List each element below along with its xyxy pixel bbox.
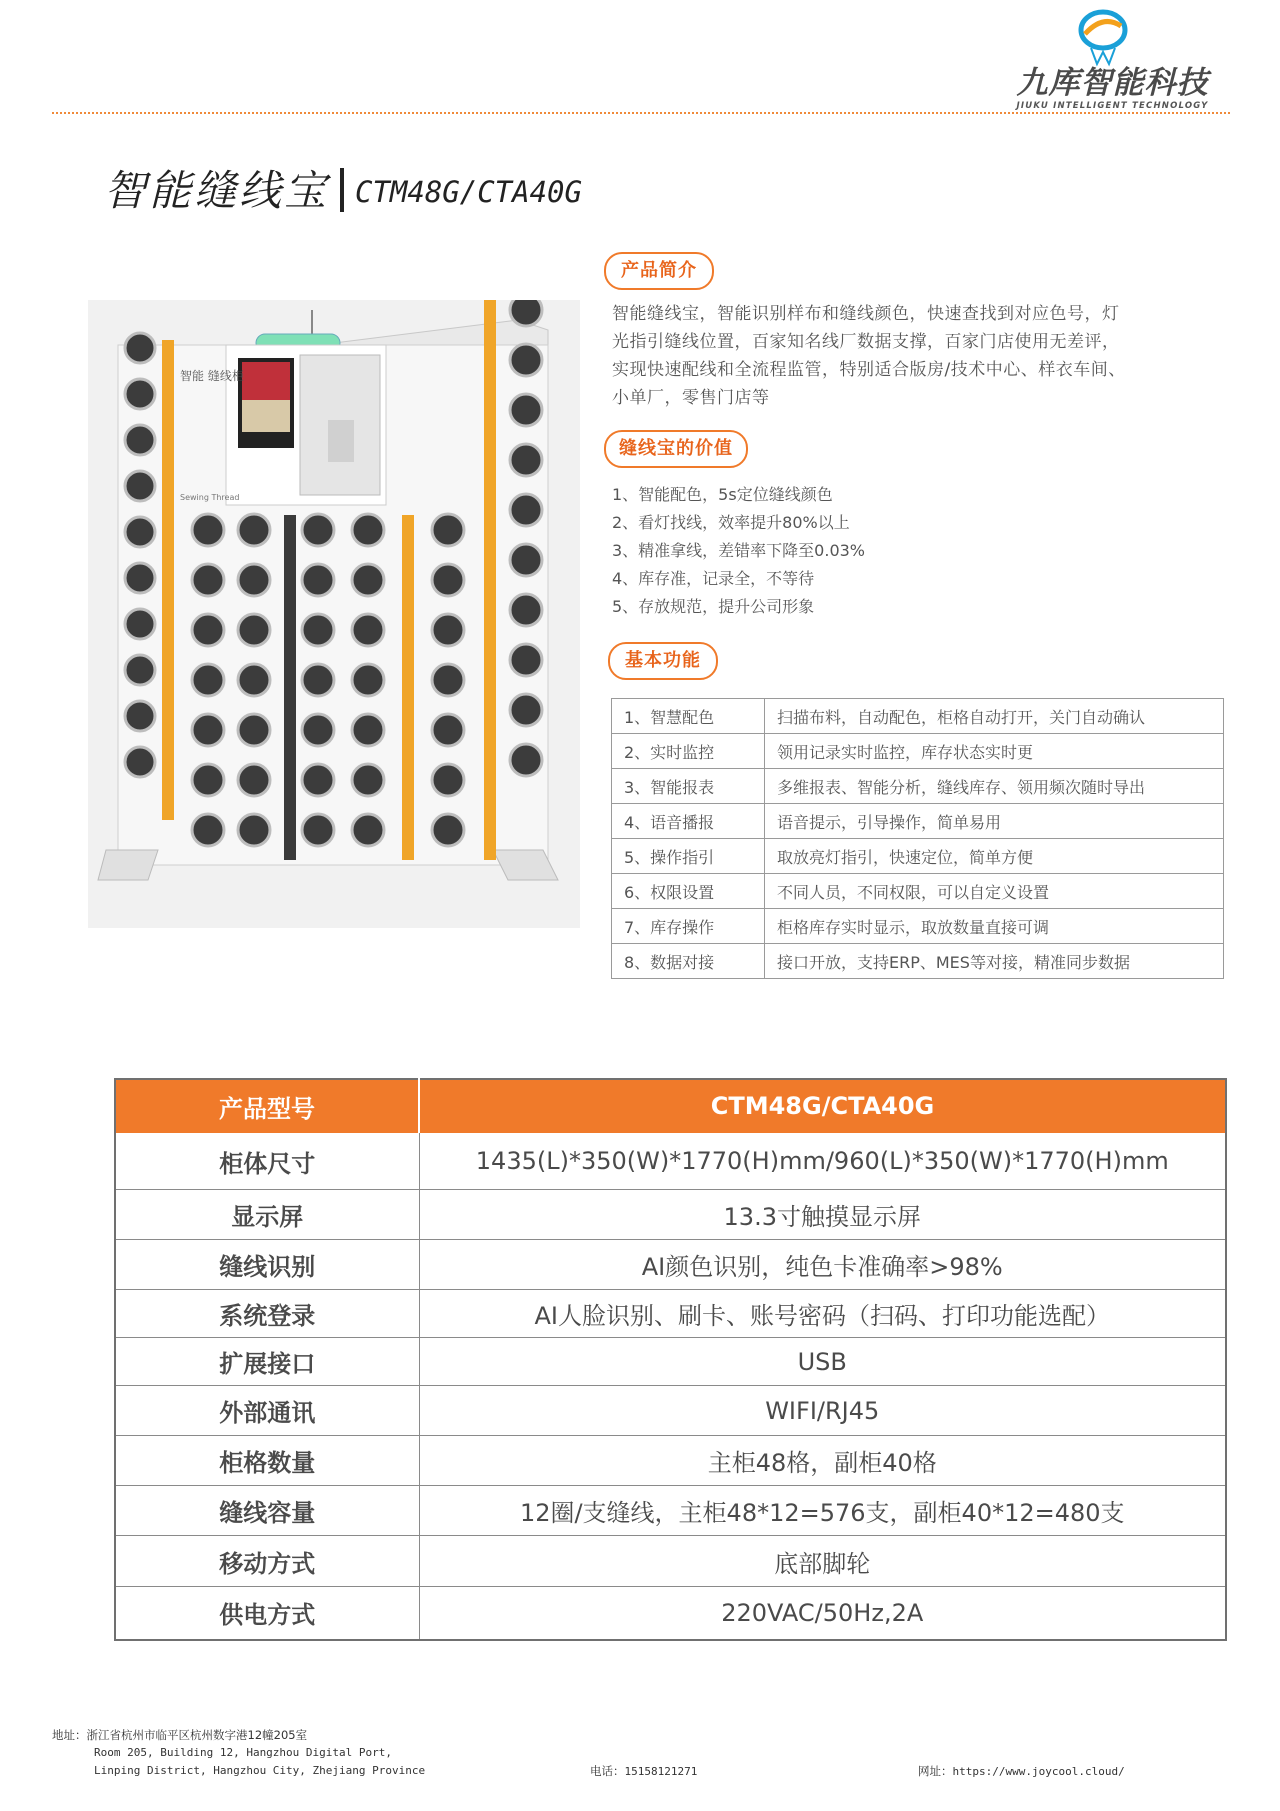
spec-key: 缝线识别	[115, 1240, 419, 1290]
spec-key: 外部通讯	[115, 1386, 419, 1436]
values-item: 5、存放规范，提升公司形象	[612, 597, 815, 616]
locker-slot	[432, 564, 464, 596]
phone-number: 15158121271	[624, 1765, 698, 1778]
spec-header-value: CTM48G/CTA40G	[419, 1079, 1226, 1133]
locker-slot	[352, 664, 384, 696]
locker-slot	[125, 701, 155, 731]
function-name: 8、数据对接	[612, 944, 765, 979]
locker-slot	[510, 394, 542, 426]
locker-slot	[432, 664, 464, 696]
function-desc: 不同人员，不同权限，可以自定义设置	[765, 874, 1224, 909]
function-desc: 扫描布料，自动配色，柜格自动打开，关门自动确认	[765, 699, 1224, 734]
product-image	[88, 300, 580, 928]
table-row	[115, 1536, 1226, 1587]
locker-slot	[125, 609, 155, 639]
locker-slot	[302, 614, 334, 646]
function-desc: 接口开放，支持ERP、MES等对接，精准同步数据	[765, 944, 1224, 979]
locker-slot	[125, 517, 155, 547]
locker-slot	[125, 425, 155, 455]
spec-value: 1435(L)*350(W)*1770(H)mm/960(L)*350(W)*1770(H)mm	[419, 1133, 1226, 1190]
locker-slot	[125, 563, 155, 593]
locker-slot	[238, 564, 270, 596]
table-row	[612, 734, 1224, 769]
functions-table	[611, 698, 1224, 979]
web-url[interactable]: https://www.joycool.cloud/	[952, 1765, 1125, 1778]
locker-slot	[302, 514, 334, 546]
locker-slot	[192, 814, 224, 846]
spec-key: 缝线容量	[115, 1486, 419, 1536]
locker-slot	[302, 564, 334, 596]
intro-text: 智能缝线宝，智能识别样布和缝线颜色，快速查找到对应色号，灯光指引缝线位置，百家知名线厂数据支撑，百家门店使用无差评，实现快速配线和全流程监管，特别适合版房/技术中心、样衣车间、小单厂，零售门店等	[612, 304, 1126, 408]
values-label: 缝线宝的价值	[604, 430, 748, 468]
spec-header-key: 产品型号	[115, 1079, 419, 1133]
locker-slot	[302, 664, 334, 696]
table-row	[612, 874, 1224, 909]
locker-slot	[510, 494, 542, 526]
locker-slot	[192, 764, 224, 796]
function-desc: 柜格库存实时显示，取放数量直接可调	[765, 909, 1224, 944]
locker-slot	[510, 694, 542, 726]
locker-slot	[192, 514, 224, 546]
locker-slot	[125, 379, 155, 409]
function-name: 4、语音播报	[612, 804, 765, 839]
footer-phone	[590, 1762, 697, 1781]
company-logo	[1005, 8, 1220, 111]
table-row	[612, 699, 1224, 734]
locker-slot	[302, 714, 334, 746]
address-en-line2: Linping District, Hangzhou City, Zhejiang Province	[94, 1764, 426, 1777]
footer-address	[52, 1726, 307, 1744]
address-en-line1: Room 205, Building 12, Hangzhou Digital Port,	[94, 1746, 393, 1759]
function-desc: 语音提示，引导操作，简单易用	[765, 804, 1224, 839]
locker-slot	[510, 444, 542, 476]
header-divider	[52, 112, 1230, 114]
locker-slot	[125, 333, 155, 363]
spec-table	[114, 1078, 1227, 1641]
cabinet-illustration	[88, 300, 580, 928]
locker-slot	[238, 614, 270, 646]
spec-value: 12圈/支缝线，主柜48*12=576支，副柜40*12=480支	[419, 1486, 1226, 1536]
address-cn: 浙江省杭州市临平区杭州数字港12幢205室	[86, 1728, 308, 1742]
indicator-strip	[484, 300, 496, 860]
indicator-strip	[402, 515, 414, 860]
locker-slot	[238, 714, 270, 746]
locker-slot	[192, 614, 224, 646]
spec-key: 供电方式	[115, 1587, 419, 1640]
locker-slot	[352, 564, 384, 596]
locker-slot	[510, 544, 542, 576]
locker-slot	[302, 814, 334, 846]
locker-slot	[125, 655, 155, 685]
locker-slot	[432, 764, 464, 796]
locker-slot	[238, 764, 270, 796]
values-list	[612, 481, 865, 621]
locker-slot	[192, 664, 224, 696]
model-title: CTM48G/CTA40G	[355, 175, 582, 209]
page-title: 智能缝线宝	[104, 166, 330, 215]
locker-slot	[510, 344, 542, 376]
function-name: 5、操作指引	[612, 839, 765, 874]
function-desc: 领用记录实时监控，库存状态实时更	[765, 734, 1224, 769]
spec-value: USB	[419, 1338, 1226, 1386]
locker-slot	[432, 514, 464, 546]
spec-value: AI颜色识别，纯色卡准确率>98%	[419, 1240, 1226, 1290]
logo-globe-icon	[1075, 8, 1131, 68]
locker-slot	[352, 764, 384, 796]
locker-slot	[510, 644, 542, 676]
locker-slot	[192, 564, 224, 596]
function-name: 7、库存操作	[612, 909, 765, 944]
spec-key: 系统登录	[115, 1290, 419, 1338]
locker-slot	[510, 594, 542, 626]
values-item: 4、库存准，记录全，不等待	[612, 569, 815, 588]
spec-key: 显示屏	[115, 1190, 419, 1240]
table-row	[612, 769, 1224, 804]
table-row	[115, 1190, 1226, 1240]
spec-value: AI人脸识别、刷卡、账号密码（扫码、打印功能选配）	[419, 1290, 1226, 1338]
intro-label: 产品简介	[604, 252, 714, 290]
table-row	[612, 909, 1224, 944]
values-item: 3、精准拿线，差错率下降至0.03%	[612, 541, 866, 560]
table-row	[115, 1338, 1226, 1386]
address-label: 地址：	[52, 1728, 87, 1742]
table-row	[612, 804, 1224, 839]
indicator-strip	[162, 340, 174, 820]
table-row	[612, 839, 1224, 874]
web-label: 网址：	[918, 1764, 953, 1778]
locker-slot	[125, 471, 155, 501]
indicator-strip	[284, 515, 296, 860]
table-row	[115, 1133, 1226, 1190]
locker-slot	[238, 664, 270, 696]
spec-key: 柜体尺寸	[115, 1133, 419, 1190]
spec-value: 主柜48格，副柜40格	[419, 1436, 1226, 1486]
footer-website	[918, 1762, 1125, 1781]
table-row	[115, 1240, 1226, 1290]
function-name: 3、智能报表	[612, 769, 765, 804]
title-separator	[340, 168, 344, 212]
values-item: 2、看灯找线，效率提升80%以上	[612, 513, 850, 532]
locker-slot	[125, 747, 155, 777]
locker-slot	[302, 764, 334, 796]
spec-key: 扩展接口	[115, 1338, 419, 1386]
table-row	[115, 1486, 1226, 1536]
function-desc: 取放亮灯指引，快速定位，简单方便	[765, 839, 1224, 874]
table-row	[115, 1436, 1226, 1486]
phone-label: 电话：	[590, 1764, 625, 1778]
locker-slot	[238, 814, 270, 846]
function-name: 2、实时监控	[612, 734, 765, 769]
values-item: 1、智能配色，5s定位缝线颜色	[612, 485, 833, 504]
function-name: 1、智慧配色	[612, 699, 765, 734]
locker-slot	[432, 714, 464, 746]
table-row	[115, 1386, 1226, 1436]
locker-slot	[432, 614, 464, 646]
spec-value: 220VAC/50Hz,2A	[419, 1587, 1226, 1640]
locker-slot	[352, 814, 384, 846]
locker-slot	[352, 514, 384, 546]
function-desc: 多维报表、智能分析，缝线库存、领用频次随时导出	[765, 769, 1224, 804]
locker-slot	[432, 814, 464, 846]
spec-value: WIFI/RJ45	[419, 1386, 1226, 1436]
locker-slot	[510, 300, 542, 326]
locker-slot	[238, 514, 270, 546]
locker-slot	[510, 744, 542, 776]
logo-subtitle: JIUKU INTELLIGENT TECHNOLOGY	[1016, 101, 1209, 111]
locker-slot	[352, 614, 384, 646]
functions-label: 基本功能	[608, 642, 718, 680]
cabinet-sign: 智能 缝线柜	[180, 369, 244, 383]
cabinet-sign-sub: Sewing Thread	[180, 493, 240, 502]
locker-slot	[352, 714, 384, 746]
spec-header-row	[115, 1079, 1226, 1133]
spec-key: 移动方式	[115, 1536, 419, 1587]
spec-value: 底部脚轮	[419, 1536, 1226, 1587]
table-row	[115, 1587, 1226, 1640]
spec-key: 柜格数量	[115, 1436, 419, 1486]
logo-name: 九库智能科技	[1016, 65, 1209, 101]
table-row	[612, 944, 1224, 979]
locker-slot	[192, 714, 224, 746]
table-row	[115, 1290, 1226, 1338]
function-name: 6、权限设置	[612, 874, 765, 909]
spec-value: 13.3寸触摸显示屏	[419, 1190, 1226, 1240]
